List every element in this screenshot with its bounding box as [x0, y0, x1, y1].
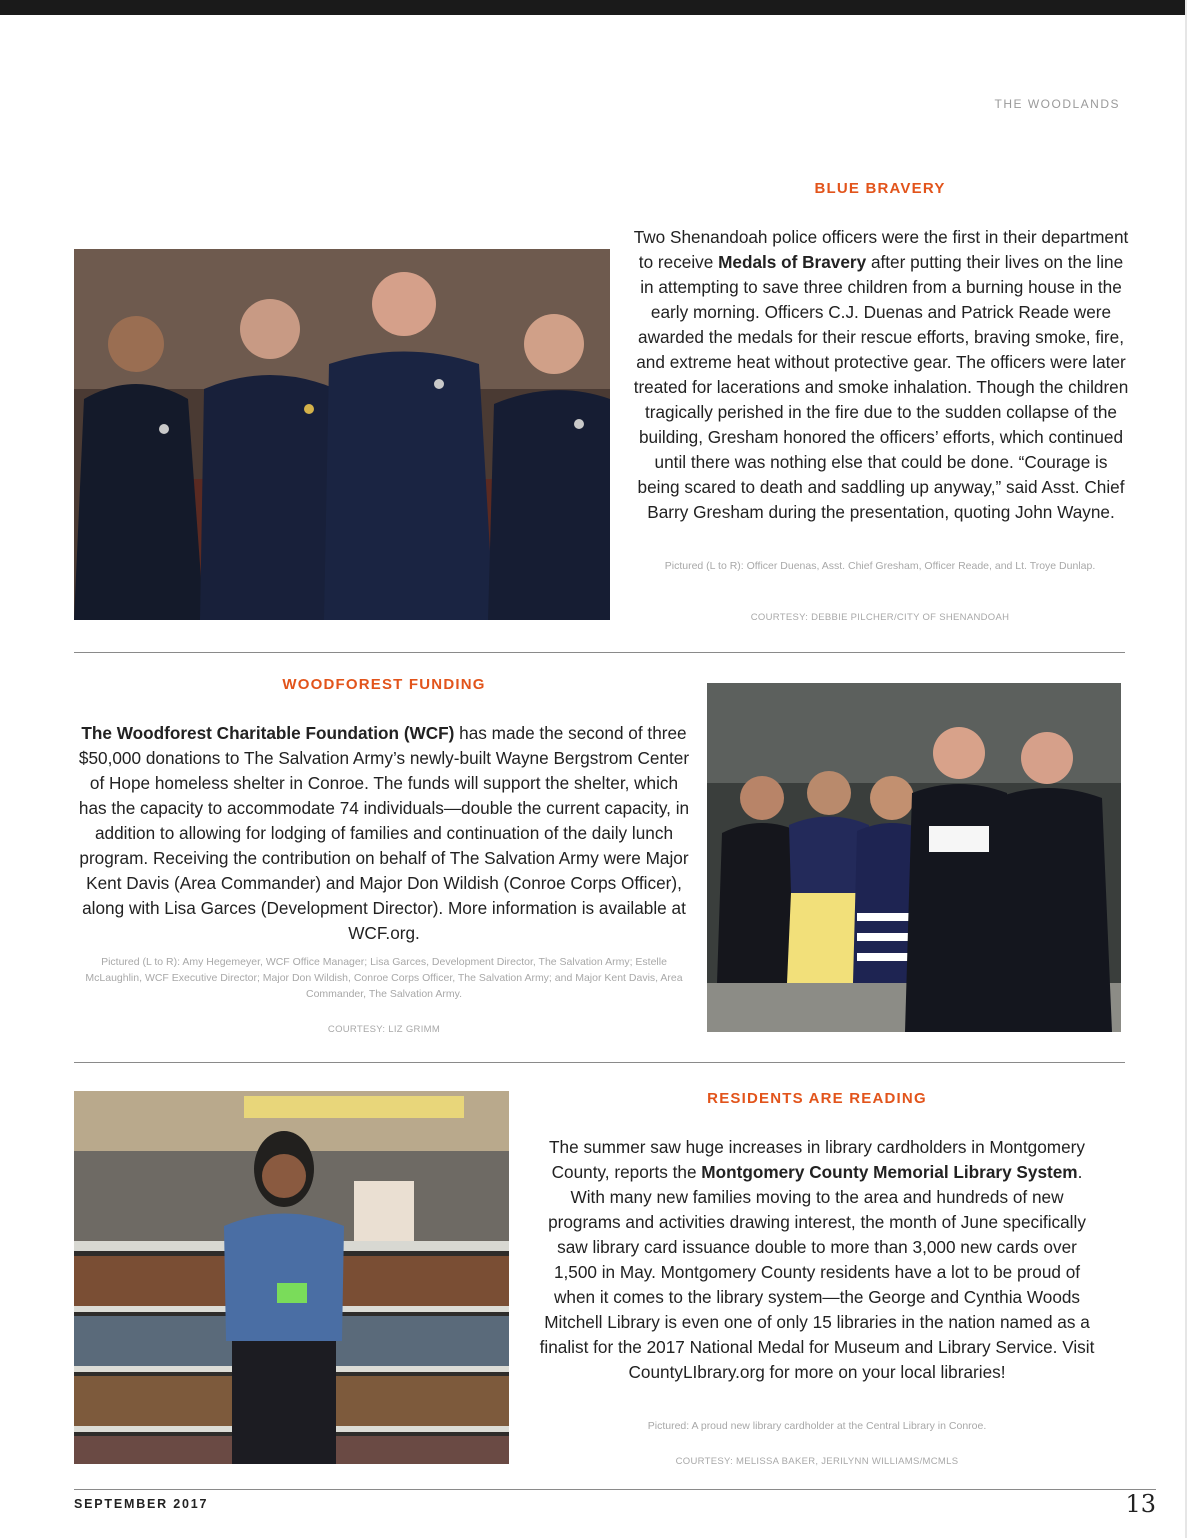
- issue-date: SEPTEMBER 2017: [74, 1497, 209, 1511]
- bravery-headline: BLUE BRAVERY: [814, 180, 946, 197]
- page-number: 13: [1125, 1490, 1156, 1518]
- woodforest-photo: [707, 683, 1121, 1032]
- divider: [74, 652, 1125, 653]
- top-bar: [0, 0, 1185, 15]
- page-edge: [1185, 0, 1187, 1538]
- reading-credit: COURTESY: MELISSA BAKER, JERILYNN WILLIAMS/MCMLS: [675, 1456, 959, 1467]
- reading-headline: RESIDENTS ARE READING: [707, 1090, 927, 1107]
- reading-photo: [74, 1091, 509, 1464]
- woodforest-credit: COURTESY: LIZ GRIMM: [327, 1024, 441, 1035]
- bravery-photo: [74, 249, 610, 620]
- bravery-caption: Pictured (L to R): Officer Duenas, Asst. Chief Gresham, Officer Reade, and Lt. Troye Dunlap.: [664, 560, 1096, 572]
- woodforest-caption: Pictured (L to R): Amy Hegemeyer, WCF Office Manager; Lisa Garces, Development Director, The Salvation Army; Estelle McLaughlin, WCF Executive Director; Major Don Wildish, Conroe Corps Officer, The Salvation Army; and Major Kent Davis, Area Commander, The Salvation Army.: [85, 956, 683, 1000]
- woodforest-headline: WOODFOREST FUNDING: [282, 676, 486, 693]
- divider: [74, 1062, 1125, 1063]
- woodforest-body: The Woodforest Charitable Foundation (WCF) has made the second of three $50,000 donations to The Salvation Army’s newly-built Wayne Bergstrom Center of Hope homeless shelter in Conroe. The funds will support the shelter, which has the capacity to accommodate 74 individuals—double the current capacity, in addition to allowing for lodging of families and continuation of the daily lunch program. Receiving the contribution on behalf of The Salvation Army were Major Kent Davis (Area Commander) and Major Don Wildish (Conroe Corps Officer), along with Lisa Garces (Development Director). More information is available at WCF.org.: [78, 723, 690, 943]
- footer-rule: [74, 1489, 1156, 1490]
- bravery-credit: COURTESY: DEBBIE PILCHER/CITY OF SHENANDOAH: [750, 612, 1010, 623]
- bravery-body: Two Shenandoah police officers were the first in their department to receive Medals of Bravery after putting their lives on the line in attempting to save three children from a burning house in the early morning. Officers C.J. Duenas and Patrick Reade were awarded the medals for their rescue efforts, braving smoke, fire, and extreme heat without protective gear. The officers were later treated for lacerations and smoke inhalation. Though the children tragically perished in the fire due to the sudden collapse of the building, Gresham honored the officers’ efforts, which continued until there was nothing else that could be done. “Courage is being scared to death and saddling up anyway,” said Asst. Chief Barry Gresham during the presentation, quoting John Wayne.: [633, 227, 1129, 522]
- reading-body: The summer saw huge increases in library cardholders in Montgomery County, reports the Montgomery County Memorial Library System. With many new families moving to the area and hundreds of new programs and activities drawing interest, the month of June specifically saw library card issuance double to more than 3,000 new cards over 1,500 in May. Montgomery County residents have a lot to be proud of when it comes to the library system—the George and Cynthia Woods Mitchell Library is even one of only 15 libraries in the nation named as a finalist for the 2017 National Medal for Museum and Library Service. Visit CountyLIbrary.org for more on your local libraries!: [539, 1137, 1095, 1382]
- reading-caption: Pictured: A proud new library cardholder at the Central Library in Conroe.: [647, 1420, 987, 1432]
- section-label: THE WOODLANDS: [994, 97, 1120, 111]
